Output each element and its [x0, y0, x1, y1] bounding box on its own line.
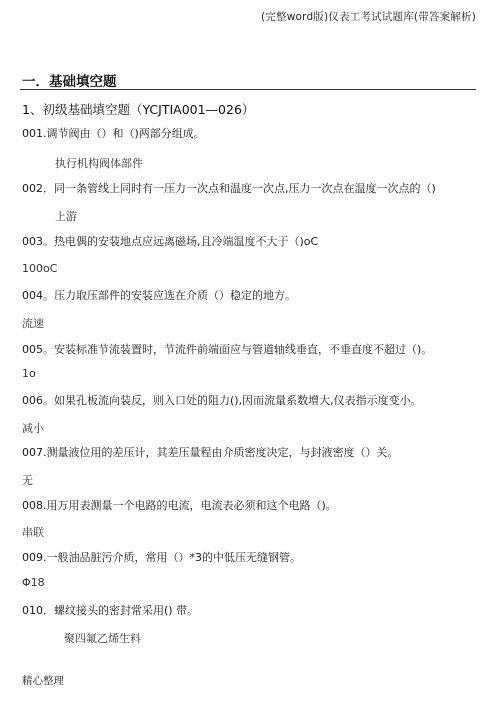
subsection-title: 1、初级基础填空题（YCJTIA001—026） [22, 102, 255, 117]
answer-005: 1o [22, 367, 36, 380]
answer-001: 执行机构阀体部件 [55, 157, 143, 170]
question-006: 006。如果孔板流向装反，则入口处的阻力(),因而流量系数增大,仪表指示度变小。 [22, 394, 422, 407]
question-008: 008.用万用表测量一个电路的电流，电流表必须和这个电路（)。 [22, 499, 337, 512]
section-title: 一．基础填空题 [22, 74, 117, 90]
question-001: 001.调节阀由（）和（)两部分组成。 [22, 127, 205, 140]
answer-004: 流速 [22, 317, 44, 330]
question-004: 004。压力取压部件的安装应选在介质（）稳定的地方。 [22, 289, 296, 302]
answer-003: 100oC [22, 262, 58, 275]
question-007: 007.测量液位用的差压计，其差压量程由介质密度决定，与封液密度（）关。 [22, 446, 399, 459]
answer-007: 无 [22, 474, 33, 487]
question-002: 002．同一条管线上同时有一压力一次点和温度一次点,压力一次点在温度一次点的（) [22, 182, 436, 195]
question-010: 010．螺纹接头的密封常采用() 带。 [22, 604, 199, 617]
answer-008: 串联 [22, 526, 44, 539]
answer-009: Φ18 [22, 576, 45, 589]
question-003: 003。热电偶的安装地点应远离磁场,且冷端温度不大于（)oC [22, 235, 319, 248]
section-divider [20, 89, 476, 90]
answer-006: 减小 [22, 422, 44, 435]
document-footer: 精心整理 [22, 675, 64, 687]
document-header: (完整word版)仪表工考试试题库(带答案解析) [261, 11, 476, 23]
answer-010: 聚四氟乙烯生料 [64, 632, 141, 645]
question-005: 005。安装标准节流装置时，节流件前端面应与管道轴线垂直，不垂直度不超过（)。 [22, 343, 433, 356]
question-009: 009.一般油品脏污介质，常用（）*3的中低压无缝钢管。 [22, 551, 301, 564]
answer-002: 上游 [55, 210, 77, 223]
